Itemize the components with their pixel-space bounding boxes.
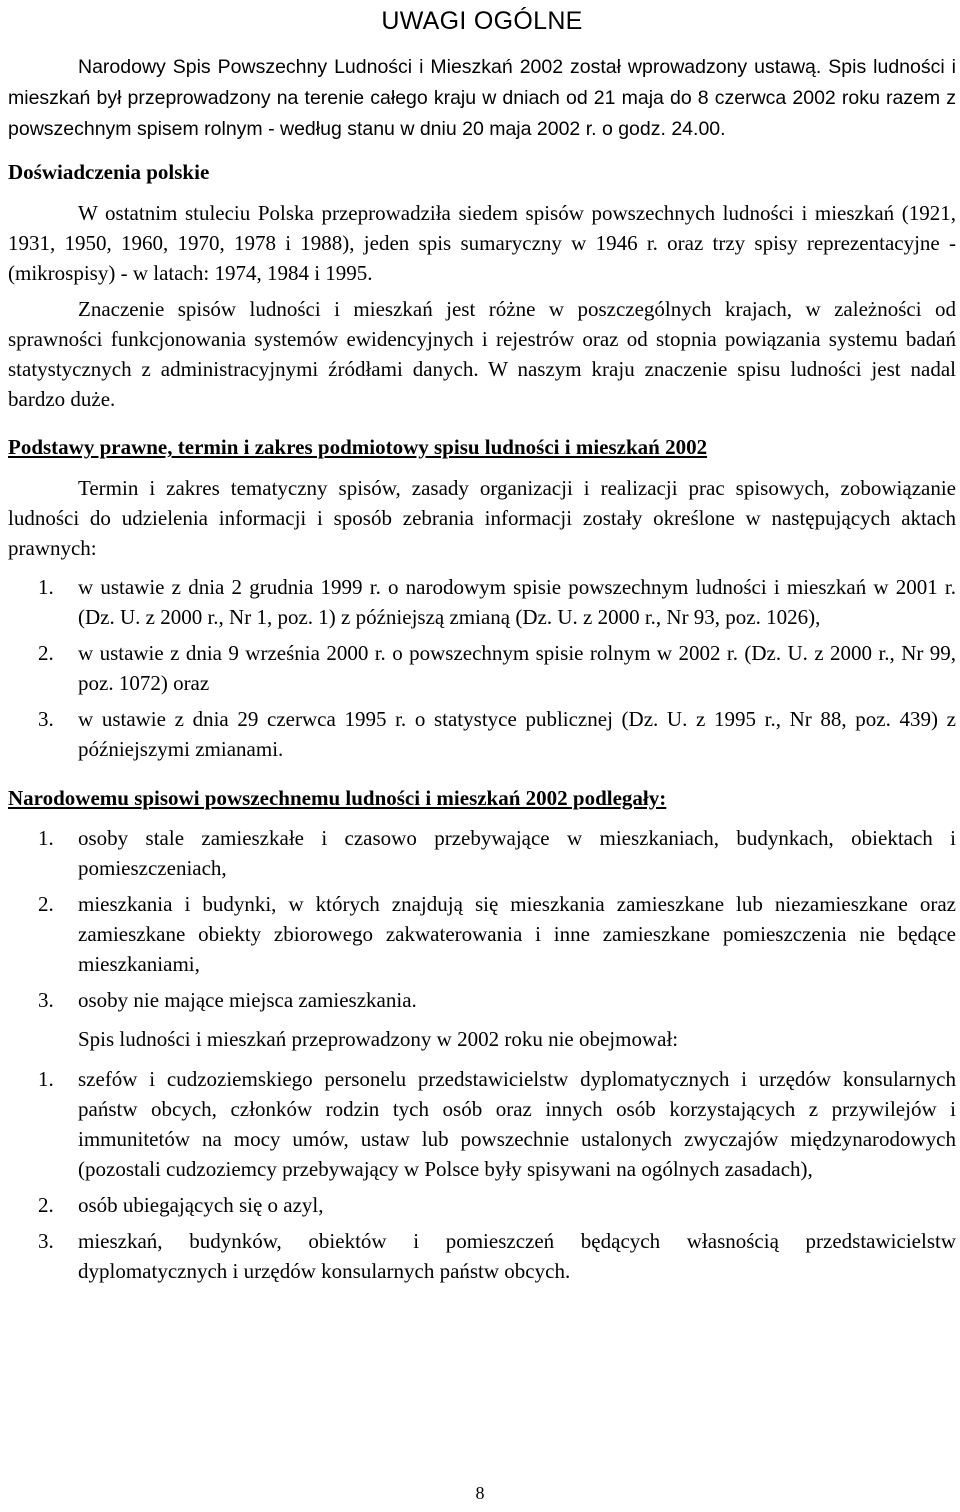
page-number: 8: [475, 1483, 485, 1503]
legal-acts-list: [8, 572, 956, 764]
list-item-text: w ustawie z dnia 2 grudnia 1999 r. o narodowym spisie powszechnym ludności i mieszkań w 2001 r. (Dz. U. z 2000 r., Nr 1, poz. 1) z późniejszą zmianą (Dz. U. z 2000 r., Nr 93, poz. 1026),: [78, 575, 956, 629]
page-title: UWAGI OGÓLNE: [381, 7, 583, 35]
list-item-number: 2.: [38, 641, 54, 665]
list-item-number: 2.: [38, 1193, 54, 1217]
list-item: [8, 638, 956, 698]
list-item-text: w ustawie z dnia 9 września 2000 r. o powszechnym spisie rolnym w 2002 r. (Dz. U. z 2000 r., Nr 99, poz. 1072) oraz: [78, 641, 956, 695]
list-item-number: 1.: [38, 575, 54, 599]
paragraph-exclusions: Spis ludności i mieszkań przeprowadzony w 2002 roku nie obejmował:: [78, 1027, 679, 1051]
list-item: [8, 1064, 956, 1184]
paragraph-legal-acts: Termin i zakres tematyczny spisów, zasady organizacji i realizacji prac spisowych, zobowiązanie ludności do udzielenia informacji i sposób zebrania informacji zostały określone w następujących aktach prawnych:: [8, 476, 956, 560]
intro-paragraph: Narodowy Spis Powszechny Ludności i Mieszkań 2002 został wprowadzony ustawą. Spis ludności i mieszkań był przeprowadzony na terenie całego kraju w dniach od 21 maja do 8 czerwca 2002 roku razem z powszechnym spisem rolnym - według stanu w dniu 20 maja 2002 r. o godz. 24.00.: [8, 56, 956, 140]
list-item: [8, 1226, 956, 1286]
exclusions-list: [8, 1064, 956, 1286]
list-item-number: 3.: [38, 988, 54, 1012]
list-item: [8, 889, 956, 979]
paragraph-census-importance: Znaczenie spisów ludności i mieszkań jest różne w poszczególnych krajach, w zależności od sprawności funkcjonowania systemów ewidencyjnych i rejestrów oraz od stopnia powiązania systemu badań statystycznych z administracyjnymi źródłami danych. W naszym kraju znaczenie spisu ludności jest nadal bardzo duże.: [8, 297, 956, 411]
list-item-text: osoby stale zamieszkałe i czasowo przebywające w mieszkaniach, budynkach, obiektach i pomieszczeniach,: [78, 826, 956, 880]
list-item-number: 1.: [38, 1067, 54, 1091]
list-item-number: 3.: [38, 707, 54, 731]
list-item: [8, 704, 956, 764]
section-heading-experience: Doświadczenia polskie: [8, 160, 210, 184]
list-item-number: 3.: [38, 1229, 54, 1253]
census-scope-list: [8, 823, 956, 1015]
list-item-text: osób ubiegających się o azyl,: [78, 1193, 324, 1217]
list-item-text: osoby nie mające miejsca zamieszkania.: [78, 988, 417, 1012]
list-item: [8, 823, 956, 883]
section-heading-legal-basis: Podstawy prawne, termin i zakres podmiotowy spisu ludności i mieszkań 2002: [8, 435, 708, 459]
paragraph-census-history: W ostatnim stuleciu Polska przeprowadziła siedem spisów powszechnych ludności i mieszkań (1921, 1931, 1950, 1960, 1970, 1978 i 1988), jeden spis sumaryczny w 1946 r. oraz trzy spisy reprezentacyjne - (mikrospisy) - w latach: 1974, 1984 i 1995.: [8, 201, 956, 285]
list-item-text: w ustawie z dnia 29 czerwca 1995 r. o statystyce publicznej (Dz. U. z 1995 r., Nr 88, poz. 439) z późniejszymi zmianami.: [78, 707, 956, 761]
list-item-text: mieszkania i budynki, w których znajdują się mieszkania zamieszkane lub niezamieszkane oraz zamieszkane obiekty zbiorowego zakwaterowania i inne zamieszkane pomieszczenia nie będące mieszkaniami,: [78, 892, 956, 976]
list-item: [8, 985, 956, 1015]
list-item-number: 1.: [38, 826, 54, 850]
list-item-text: szefów i cudzoziemskiego personelu przedstawicielstw dyplomatycznych i urzędów konsularnych państw obcych, członków rodzin tych osób oraz innych osób korzystających z przywilejów i immunitetów na mocy umów, ustaw lub powszechnie ustalonych zwyczajów międzynarodowych (pozostali cudzoziemcy przebywający w Polsce były spisywani na ogólnych zasadach),: [78, 1067, 956, 1181]
list-item-text: mieszkań, budynków, obiektów i pomieszczeń będących własnością przedstawicielstw dyplomatycznych i urzędów konsularnych państw obcych.: [78, 1229, 956, 1283]
list-item: [8, 572, 956, 632]
list-item-number: 2.: [38, 892, 54, 916]
document-page: [8, 0, 956, 1286]
section-heading-census-scope: Narodowemu spisowi powszechnemu ludności i mieszkań 2002 podlegały:: [8, 786, 667, 810]
list-item: [8, 1190, 956, 1220]
